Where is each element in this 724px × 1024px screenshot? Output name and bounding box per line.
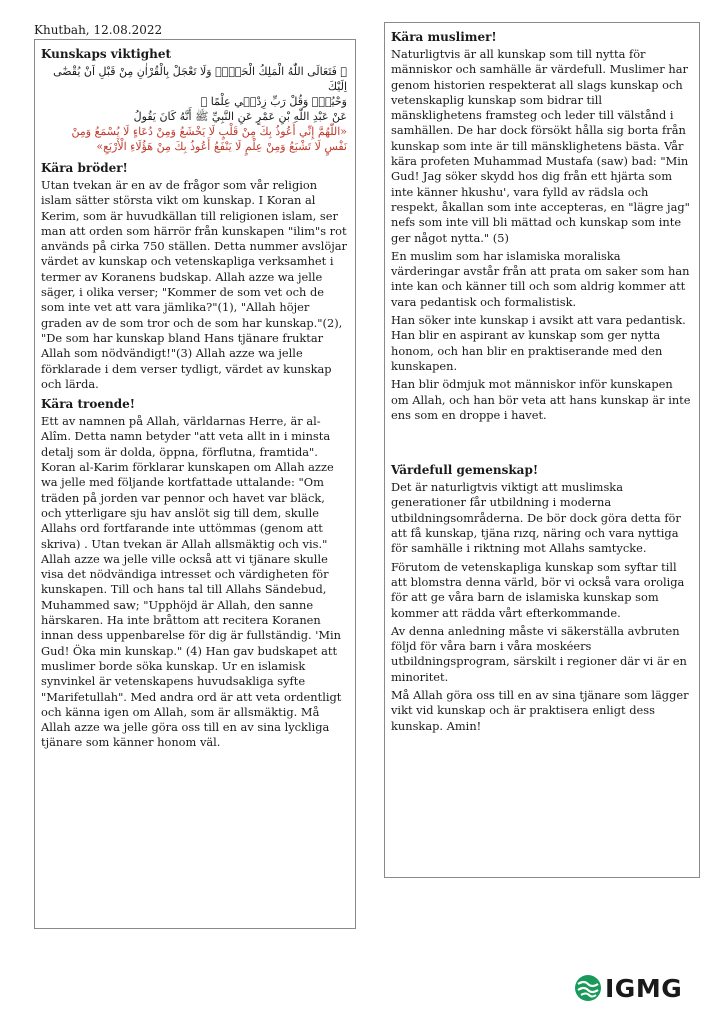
title-heading: Kunskaps viktighet (41, 47, 172, 61)
left-column (34, 22, 356, 929)
section-heading: Värdefull gemenskap! (391, 463, 539, 478)
paragraph: Ett av namnen på Allah, världarnas Herre, är al-Alîm. Detta namn betyder "att veta allt in i minsta detalj som är dolda, öppna, förflutna, framtida". Koran al-Karim förklarar kunskapen om Allah azze wa jelle med följande kortfattade uttalande: "Om träden på jorden var pennor och havet var bläck, och ytterligare sju hav anslöt sig till dem, skulle Allahs ord fortfarande inte uttömmas (genom att skriva) . Utan tvekan är Allah allsmäktig och vis." Allah azze wa jelle ville också att vi tjänare skulle visa det nödvändiga intresset och värdigheten för kunskapen. Till och hans tal till Allahs Sändebud, Muhammed saw; "Upphöjd är Allah, den sanne härskaren. Ha inte bråttom att recitera Koranen innan dess uppenbarelse för dig är fullständig. 'Min Gud! Öka min kunskap." (4) Han gav budskapet att muslimer borde söka kunskap. Ur en islamisk synvinkel är vetenskapens huvudsakliga syfte "Marifetullah". Med andra ord är att veta ordentligt och känna igen om Allah, som är allsmäktig. Må Allah azze wa jelle göra oss till en av sina lyckliga tjänare som känner honom väl. (41, 414, 342, 750)
igmg-globe-icon (574, 974, 602, 1002)
arabic-verse-line-2: وَحْيُهُۘ وَقُلْ رَبِّ زِدْن۪ي عِلْمًا ﴾ (200, 95, 347, 108)
arabic-hadith-line-1: «اللّٰهُمَّ إِنِّي أَعُوذُ بِكَ مِنْ قَلْبٍ لَا يَخْشَعُ وَمِنْ دُعَاءٍ لَا يُسْمَعُ وَمِنْ (71, 125, 347, 138)
paragraph: Må Allah göra oss till en av sina tjänare som lägger vikt vid kunskap och är praktisera enligt dess kunskap. Amin! (391, 687, 689, 733)
left-text-box (34, 39, 356, 929)
paragraph: Naturligtvis är all kunskap som till nytta för människor och samhälle är värdefull. Muslimer har genom historien respekterat all slags kunskap och vetenskaplig kunskap som bidrar till mänsklighetens framsteg och leder till välstånd i samhällen. De har dock försökt hålla sig borta från kunskap som inte är till mänsklighetens bästa. Vår kära profeten Muhammad Mustafa (saw) bad: "Min Gud! Jag söker skydd hos dig från ett hjärta som inte känner hkushu', vara fylld av rädsla och respekt, åkallan som inte accepteras, en "lägre jag" nefs som inte vill bli mättad och kunskap som inte ger något nytta." (5) (391, 47, 690, 245)
section-heading: Kära bröder! (41, 161, 128, 175)
paragraph: Han blir ödmjuk mot människor inför kunskapen om Allah, och han bör veta att hans kunskap är inte ens som en droppe i havet. (391, 377, 691, 422)
paragraph: Det är naturligtvis viktigt att muslimska generationer får utbildning i moderna utbildningsområderna. De bör dock göra detta för att få kunskap, tjäna rızq, näring och vara nyttiga för samhälle i riktning mot Allahs samtycke. (391, 480, 681, 556)
arabic-quote (41, 64, 347, 154)
section-spacer (391, 426, 691, 458)
paragraph: Utan tvekan är en av de frågor som vår religion islam sätter största vikt om kunskap. I Koran al Kerim, som är huvudkällan till religionen islam, ser man att orden som härrör från kunskapen "ilim"s rot används på cirka 750 ställen. Detta nummer avslöjar värdet av kunskap och vetenskapliga verksamhet i termer av Koranens budskap. Allah azze wa jelle säger, i olika verser; "Kommer de som vet och de som inte vet att vara jämlika?"(1), "Allah höjer graden av de som tror och de som har kunskap."(2), "De som har kunskap bland Hans tjänare fruktar Allah som nödvändigt!"(3) Allah azze wa jelle förklarade i dem verser tydligt, värdet av kunskap och lärda. (41, 178, 347, 391)
section-heading: Kära muslimer! (391, 30, 497, 44)
paragraph: En muslim som har islamiska moraliska värderingar avstår från att prata om saker som han inte kan och känner till och som aldrig kommer att vara pedantisk och formalistisk. (391, 248, 690, 309)
right-text-box (384, 22, 700, 878)
logo-text: IGMG (605, 973, 683, 1003)
paragraph: Av denna anledning måste vi säkerställa avbruten följd för våra barn i våra moskéers utbildningsprogram, särskilt i regioner där vi är en minoritet. (391, 623, 687, 684)
arabic-verse-line-1: ﴿ فَتَعَالَى اللّٰهُ الْمَلِكُ الْحَقُّۚ وَلَا تَعْجَلْ بِالْقُرْاٰنِ مِنْ قَبْلِ اَنْ يُقْضٰٓى اِلَيْكَ (53, 65, 347, 93)
paragraph: Han söker inte kunskap i avsikt att vara pedantisk. Han blir en aspirant av kunskap som ger nytta honom, och han blir en praktiserande med den kunskapen. (391, 313, 686, 373)
arabic-hadith-intro: عَنْ عَبْدِ اللّٰهِ بْنِ عَمْرٍ عَنِ النَّبِيِّ ﷺ أَنَّهُ كَانَ يَقُولُ (133, 110, 347, 123)
paragraph: Förutom de vetenskapliga kunskap som syftar till att blomstra denna värld, bör vi också vara oroliga för att ge våra barn de islamiska kunskap som kommer att rädda vårt efterkommande. (391, 559, 685, 620)
right-column (384, 22, 700, 878)
section-heading: Kära troende! (41, 397, 136, 412)
document-date: Khutbah, 12.08.2022 (34, 23, 163, 37)
igmg-logo (574, 974, 698, 1002)
arabic-hadith-line-2: نَفْسٍ لَا تَشْبَعُ وَمِنْ عِلْمٍ لَا يَنْفَعُ أَعُوذُ بِكَ مِنْ هَؤُلَاءِ الْأَرْبَعِ» (96, 140, 347, 153)
